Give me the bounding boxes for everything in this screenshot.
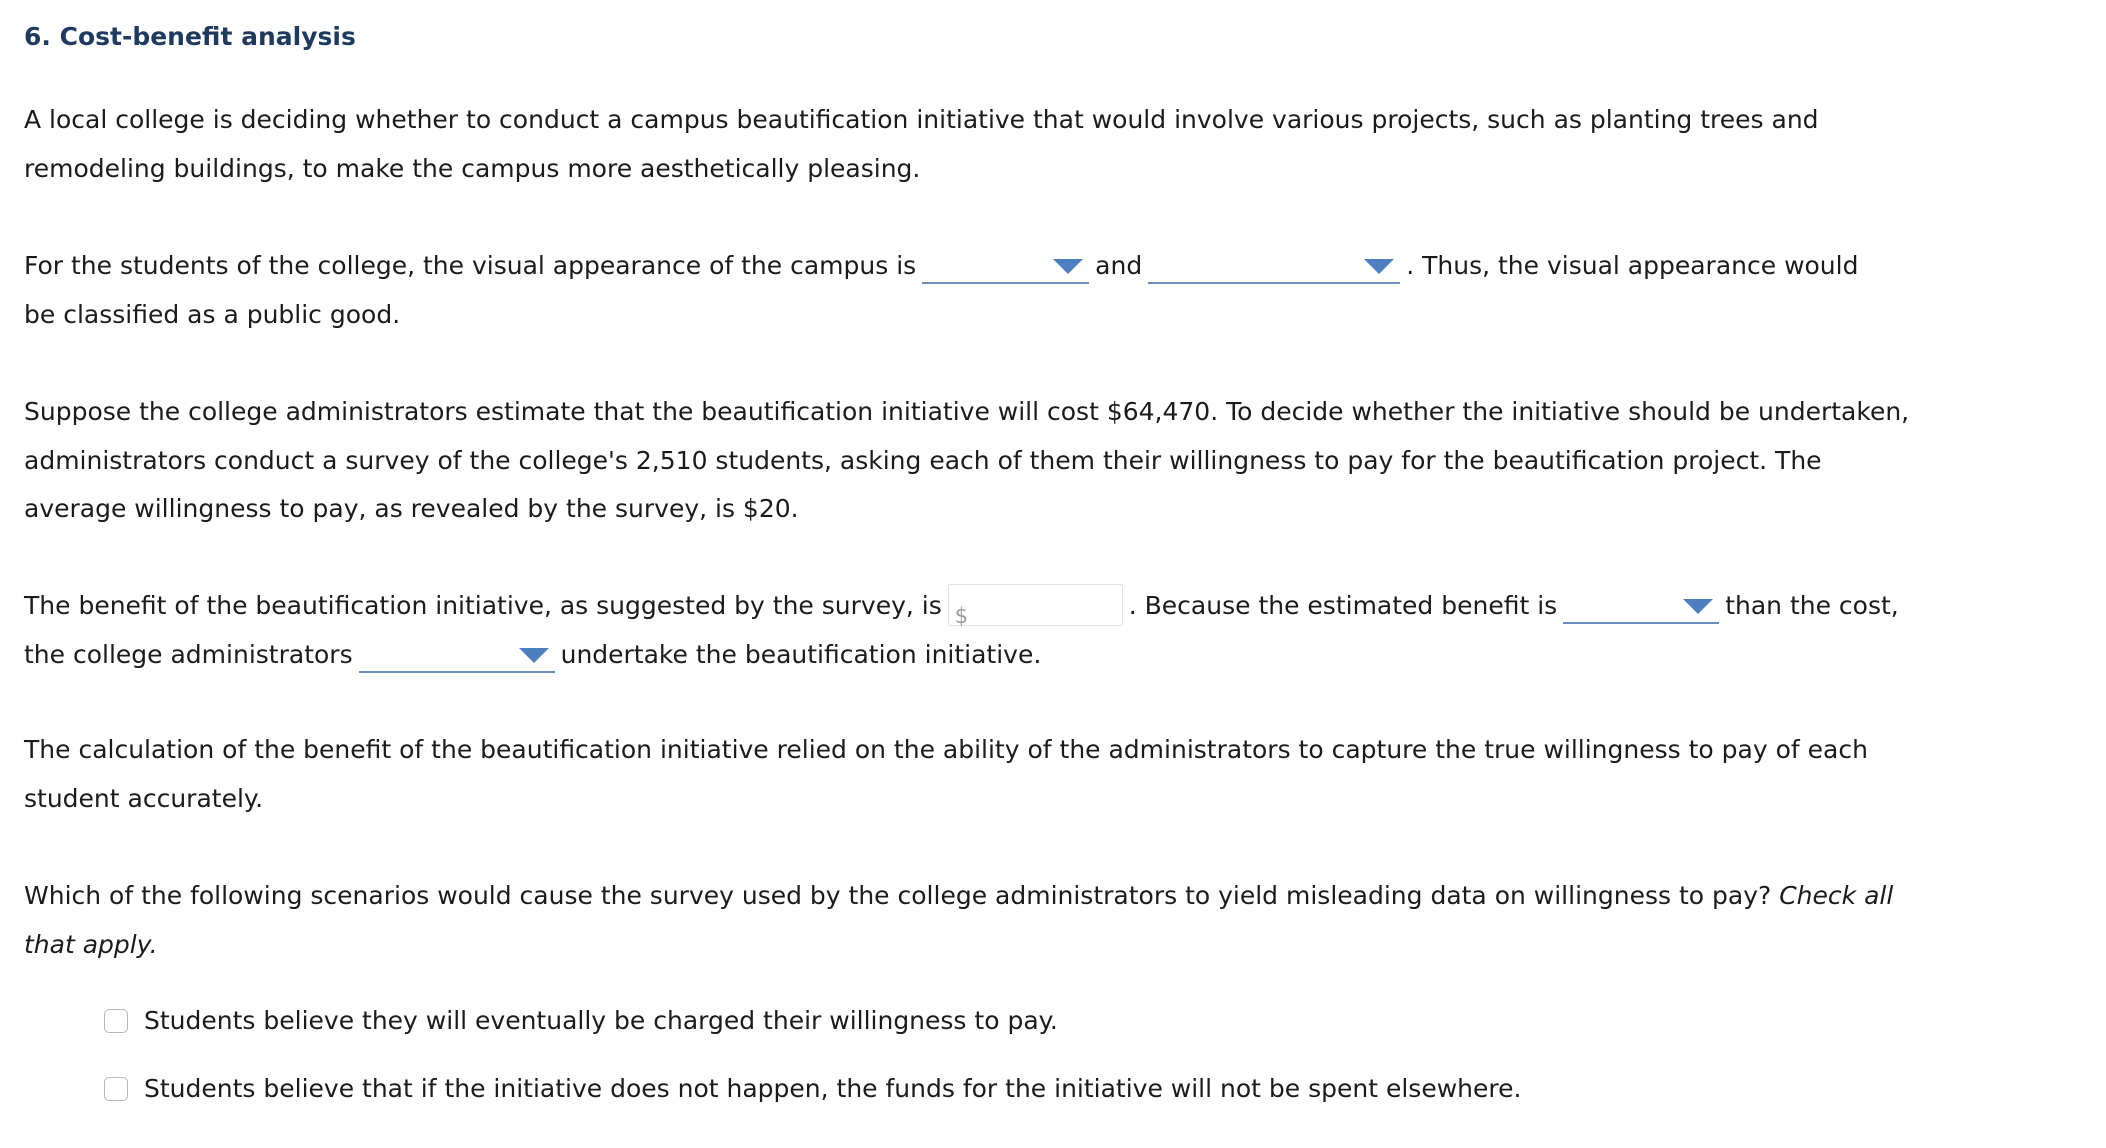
option-1-label: Students believe they will eventually be charged their willingness to pay. <box>144 1006 1058 1035</box>
scenario-line-2: administrators conduct a survey of the college's 2,510 students, asking each of them their willingness to pay for the beautification project. The <box>24 445 1822 475</box>
question-3-line-1 <box>24 872 1924 921</box>
option-1[interactable] <box>104 1006 1058 1035</box>
note-line-2: student accurately. <box>24 783 264 813</box>
option-1-checkbox[interactable] <box>104 1009 128 1033</box>
q2-text-b: . Because the estimated benefit is <box>1128 591 1558 620</box>
intro-paragraph <box>24 96 1924 193</box>
benefit-comparison-dropdown[interactable] <box>1563 590 1719 624</box>
triangle-down-icon <box>519 648 549 663</box>
q1-text-b: and <box>1095 251 1143 280</box>
question-1-line-1 <box>24 242 1924 291</box>
q2-text-a: The benefit of the beautification initiative, as suggested by the survey, is <box>24 591 942 620</box>
decision-dropdown[interactable] <box>359 639 555 673</box>
option-2-label: Students believe that if the initiative does not happen, the funds for the initiative will not be spent elsewhere. <box>144 1074 1522 1103</box>
q2-line2-b: undertake the beautification initiative. <box>560 639 1042 669</box>
option-2-checkbox[interactable] <box>104 1077 128 1101</box>
triangle-down-icon <box>1053 259 1083 274</box>
benefit-input-box[interactable] <box>948 584 1123 626</box>
q3-text: Which of the following scenarios would cause the survey used by the college administrators to yield misleading data on willingness to pay? <box>24 881 1772 910</box>
q3-instruction-2: that apply. <box>24 929 158 959</box>
option-2[interactable] <box>104 1074 1521 1103</box>
question-2-line-2 <box>24 631 1924 680</box>
q1-text-c: . Thus, the visual appearance would <box>1406 251 1859 280</box>
note-paragraph <box>24 726 1924 823</box>
question-1-line-2: be classified as a public good. <box>24 299 401 329</box>
question-3 <box>24 872 1924 969</box>
triangle-down-icon <box>1364 259 1394 274</box>
benefit-input[interactable] <box>973 588 1117 622</box>
intro-line-2: remodeling buildings, to make the campus more aesthetically pleasing. <box>24 153 921 183</box>
question-2-line-1 <box>24 582 1924 631</box>
question-1 <box>24 242 1924 339</box>
question-3-line-2 <box>24 921 1924 970</box>
rivalry-dropdown[interactable] <box>1148 250 1400 284</box>
excludability-dropdown[interactable] <box>922 250 1089 284</box>
triangle-down-icon <box>1683 599 1713 614</box>
scenario-line-3: average willingness to pay, as revealed by the survey, is $20. <box>24 494 799 523</box>
intro-line-1: A local college is deciding whether to conduct a campus beautification initiative that would involve various projects, such as planting trees and <box>24 105 1819 134</box>
question-2 <box>24 582 1924 679</box>
q2-line2-a: the college administrators <box>24 639 353 669</box>
scenario-paragraph <box>24 388 1924 534</box>
q3-instruction-1: Check all <box>1779 881 1894 910</box>
q2-text-c: than the cost, <box>1725 591 1899 620</box>
q1-text-a: For the students of the college, the visual appearance of the campus is <box>24 251 917 280</box>
currency-symbol: $ <box>954 604 969 628</box>
scenario-line-1: Suppose the college administrators estimate that the beautification initiative will cost $64,470. To decide whether the initiative should be undertaken, <box>24 397 1910 426</box>
note-line-1: The calculation of the benefit of the beautification initiative relied on the ability of the administrators to capture the true willingness to pay of each <box>24 735 1868 764</box>
page-title: 6. Cost-benefit analysis <box>24 22 356 51</box>
